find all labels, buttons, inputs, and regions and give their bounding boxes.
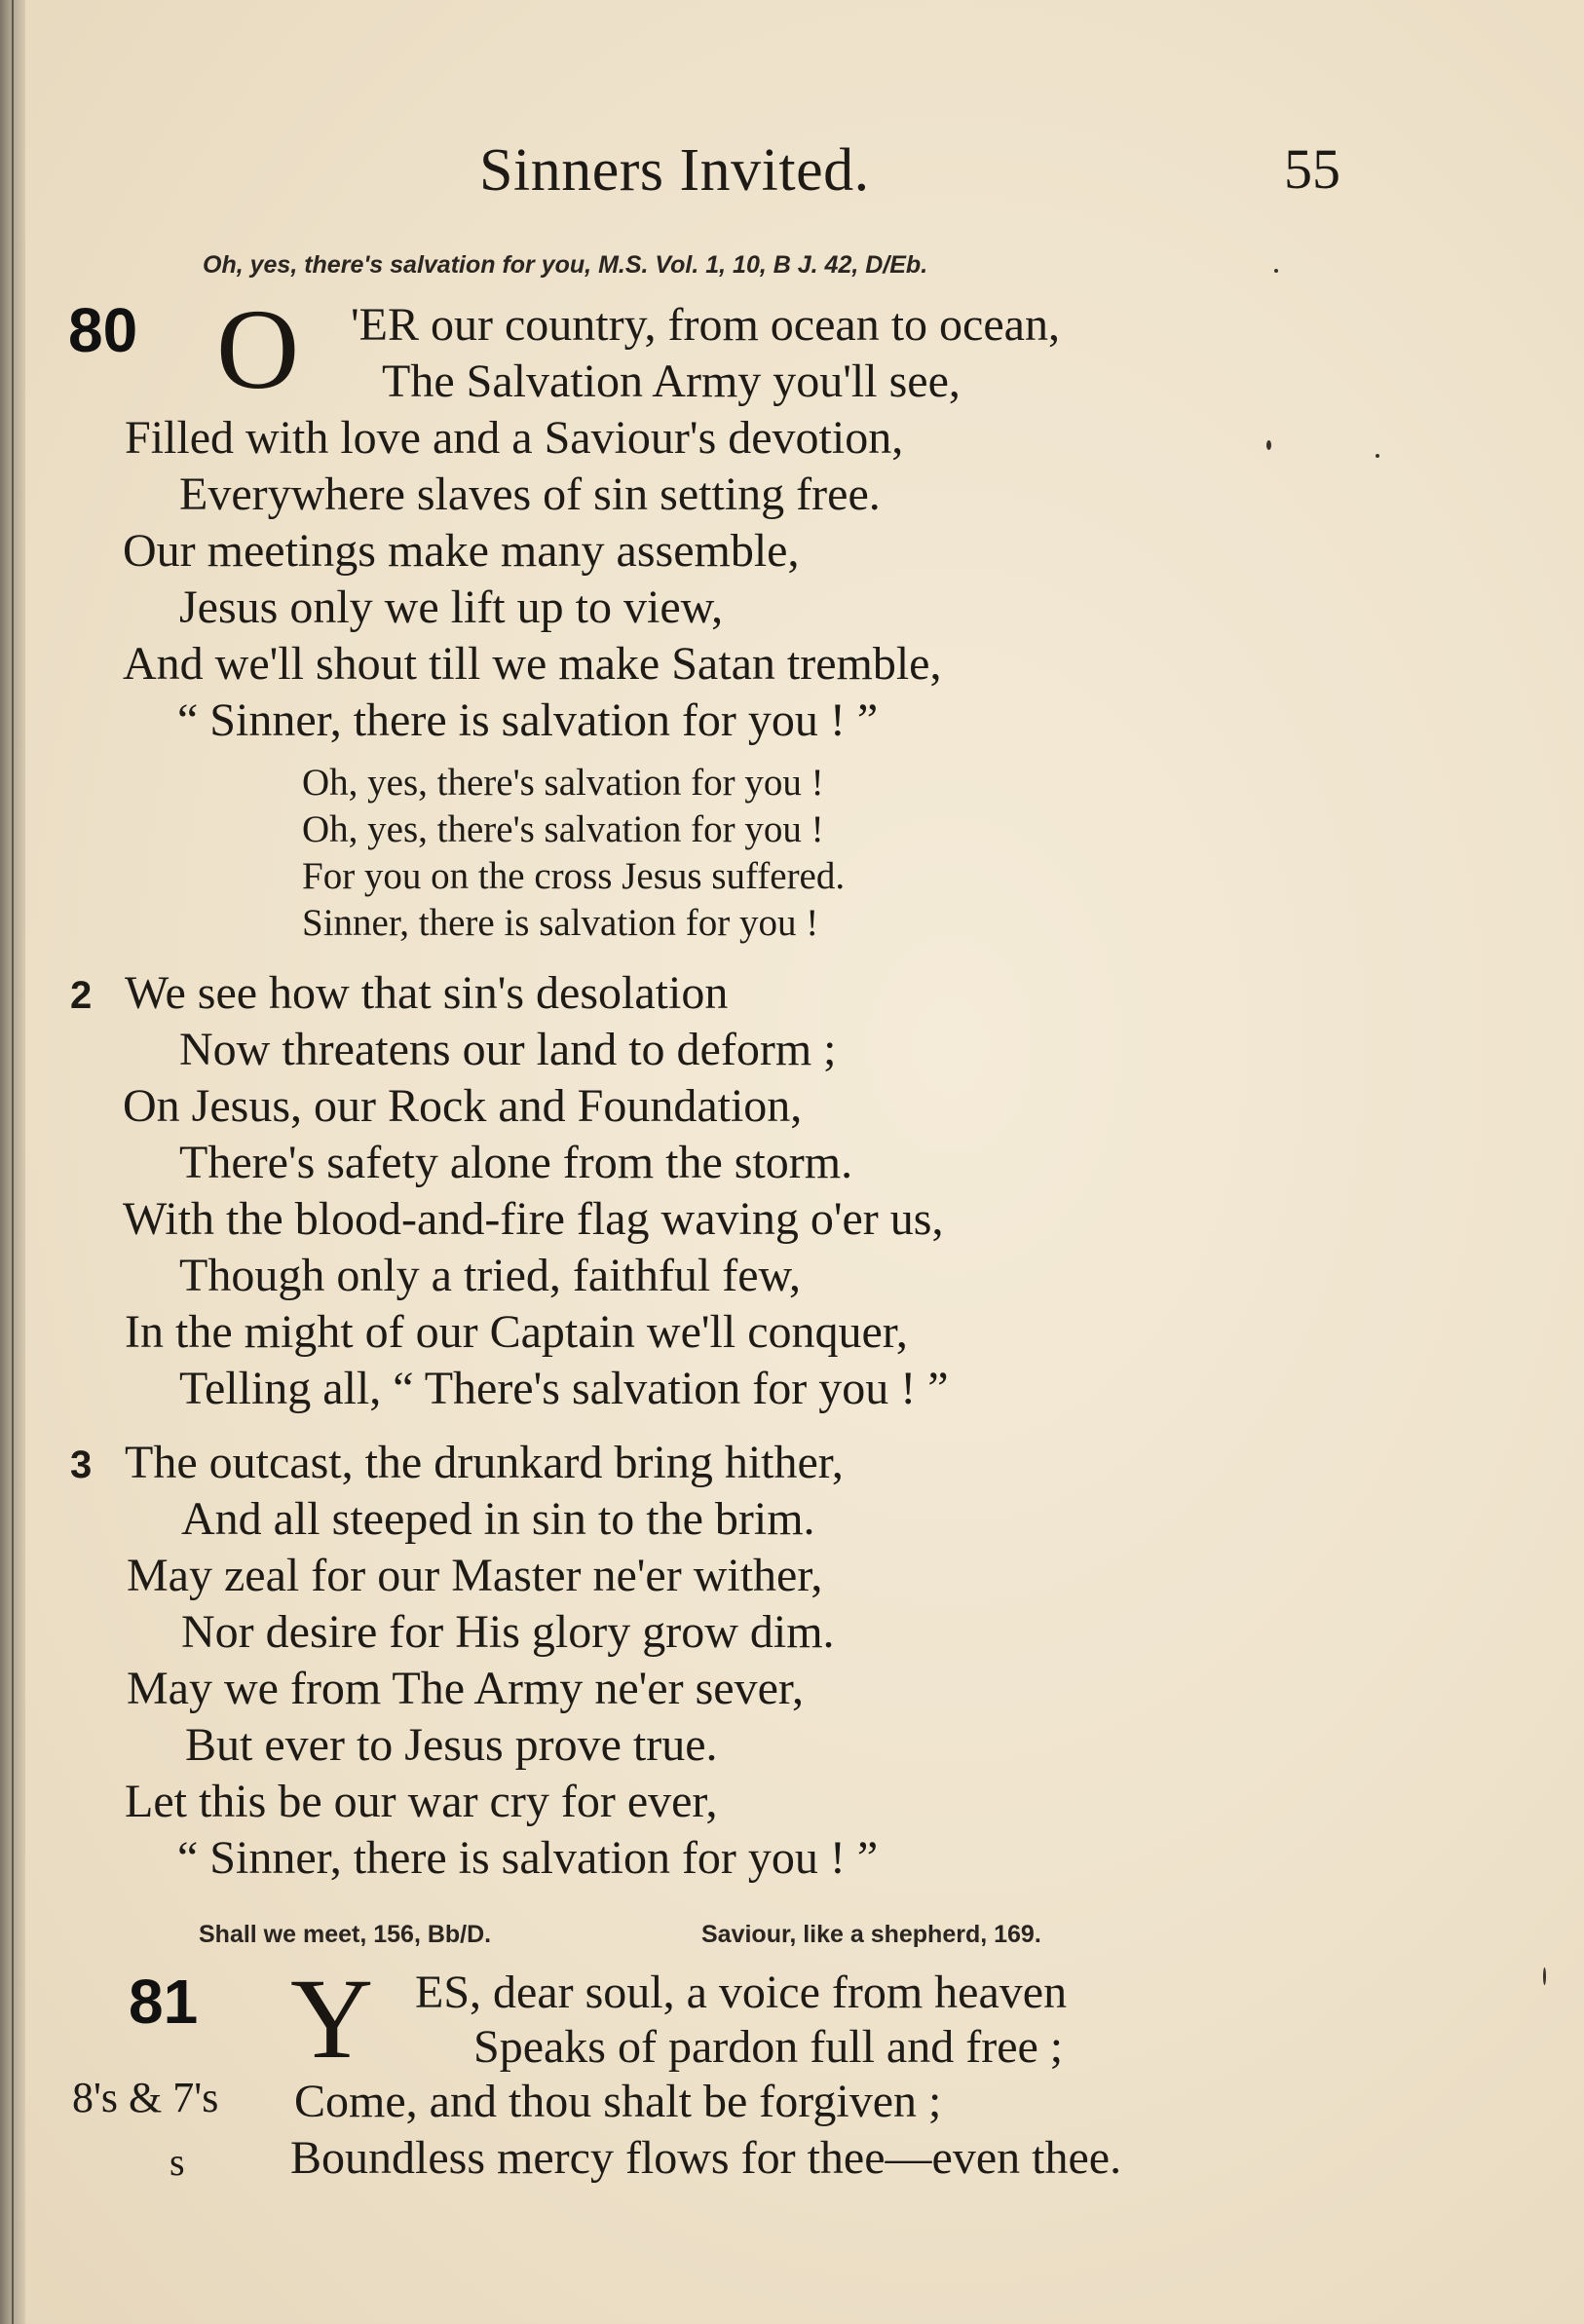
verse-2-line-3: On Jesus, our Rock and Foundation, bbox=[123, 1080, 803, 1132]
paper-speck bbox=[1543, 1968, 1546, 1985]
verse-2-line-8: Telling all, “ There's salvation for you ! ” bbox=[179, 1363, 949, 1414]
page-number: 55 bbox=[1284, 137, 1340, 201]
verse-3-line-2: And all steeped in sin to the brim. bbox=[181, 1493, 815, 1545]
chorus-line-2: Oh, yes, there's salvation for you ! bbox=[302, 808, 824, 850]
hymn-81-tune-reference-2: Saviour, like a shepherd, 169. bbox=[701, 1921, 1041, 1948]
paper-speck bbox=[1376, 454, 1379, 458]
verse-1-line-7: And we'll shout till we make Satan tremble, bbox=[123, 638, 942, 690]
verse-2-number: 2 bbox=[70, 974, 93, 1017]
verse-2-line-1: We see how that sin's desolation bbox=[125, 967, 729, 1019]
verse-1-line-4: Everywhere slaves of sin setting free. bbox=[179, 469, 881, 520]
verse-3-line-8: “ Sinner, there is salvation for you ! ” bbox=[177, 1832, 879, 1884]
hymn-81-drop-cap: Y bbox=[290, 1955, 374, 2082]
verse-3-line-4: Nor desire for His glory grow dim. bbox=[181, 1606, 835, 1658]
hymn-80-number: 80 bbox=[68, 295, 138, 365]
verse-3-number: 3 bbox=[70, 1443, 93, 1486]
verse-3-line-3: May zeal for our Master ne'er wither, bbox=[127, 1550, 823, 1601]
hymn-81-line-4: Boundless mercy flows for thee—even thee. bbox=[290, 2132, 1122, 2184]
verse-1-line-8: “ Sinner, there is salvation for you ! ” bbox=[177, 694, 879, 746]
hymn-81-line-2: Speaks of pardon full and free ; bbox=[473, 2021, 1064, 2073]
chorus-line-3: For you on the cross Jesus suffered. bbox=[302, 855, 846, 897]
verse-2-line-4: There's safety alone from the storm. bbox=[179, 1137, 853, 1188]
page-title: Sinners Invited. bbox=[479, 137, 870, 204]
verse-1-line-3: Filled with love and a Saviour's devotion, bbox=[125, 412, 904, 464]
verse-3-line-7: Let this be our war cry for ever, bbox=[125, 1776, 718, 1827]
chorus-line-1: Oh, yes, there's salvation for you ! bbox=[302, 762, 824, 804]
hymn-80-drop-cap: O bbox=[216, 285, 300, 413]
verse-2-line-6: Though only a tried, faithful few, bbox=[179, 1250, 802, 1301]
hymn-81-line-1: ES, dear soul, a voice from heaven bbox=[415, 1967, 1068, 2018]
paper-speck bbox=[1274, 269, 1278, 273]
verse-3-line-1: The outcast, the drunkard bring hither, bbox=[125, 1437, 844, 1488]
paper-speck bbox=[1266, 440, 1271, 450]
hymn-81-tune-reference-1: Shall we meet, 156, Bb/D. bbox=[199, 1921, 492, 1948]
verse-1-line-5: Our meetings make many assemble, bbox=[123, 525, 800, 577]
verse-2-line-5: With the blood-and-fire flag waving o'er us, bbox=[123, 1193, 944, 1245]
binding-crease bbox=[12, 0, 14, 2324]
hymn-81-line-3: Come, and thou shalt be forgiven ; bbox=[294, 2076, 942, 2127]
hymn-81-meter: 8's & 7's bbox=[72, 2074, 219, 2121]
chorus-line-4: Sinner, there is salvation for you ! bbox=[302, 902, 819, 944]
verse-1-line-1: 'ER our country, from ocean to ocean, bbox=[351, 299, 1060, 351]
hymn-81-number: 81 bbox=[129, 1967, 199, 2037]
verse-1-line-6: Jesus only we lift up to view, bbox=[179, 581, 724, 633]
verse-1-line-2: The Salvation Army you'll see, bbox=[382, 356, 961, 407]
hymn-80-tune-reference: Oh, yes, there's salvation for you, M.S. Vol. 1, 10, B J. 42, D/Eb. bbox=[203, 251, 928, 279]
verse-3-line-6: But ever to Jesus prove true. bbox=[185, 1719, 718, 1771]
hymn-81-margin-mark: s bbox=[170, 2140, 185, 2184]
verse-3-line-5: May we from The Army ne'er sever, bbox=[127, 1663, 804, 1714]
verse-2-line-2: Now threatens our land to deform ; bbox=[179, 1024, 837, 1075]
verse-2-line-7: In the might of our Captain we'll conquer, bbox=[125, 1306, 908, 1358]
